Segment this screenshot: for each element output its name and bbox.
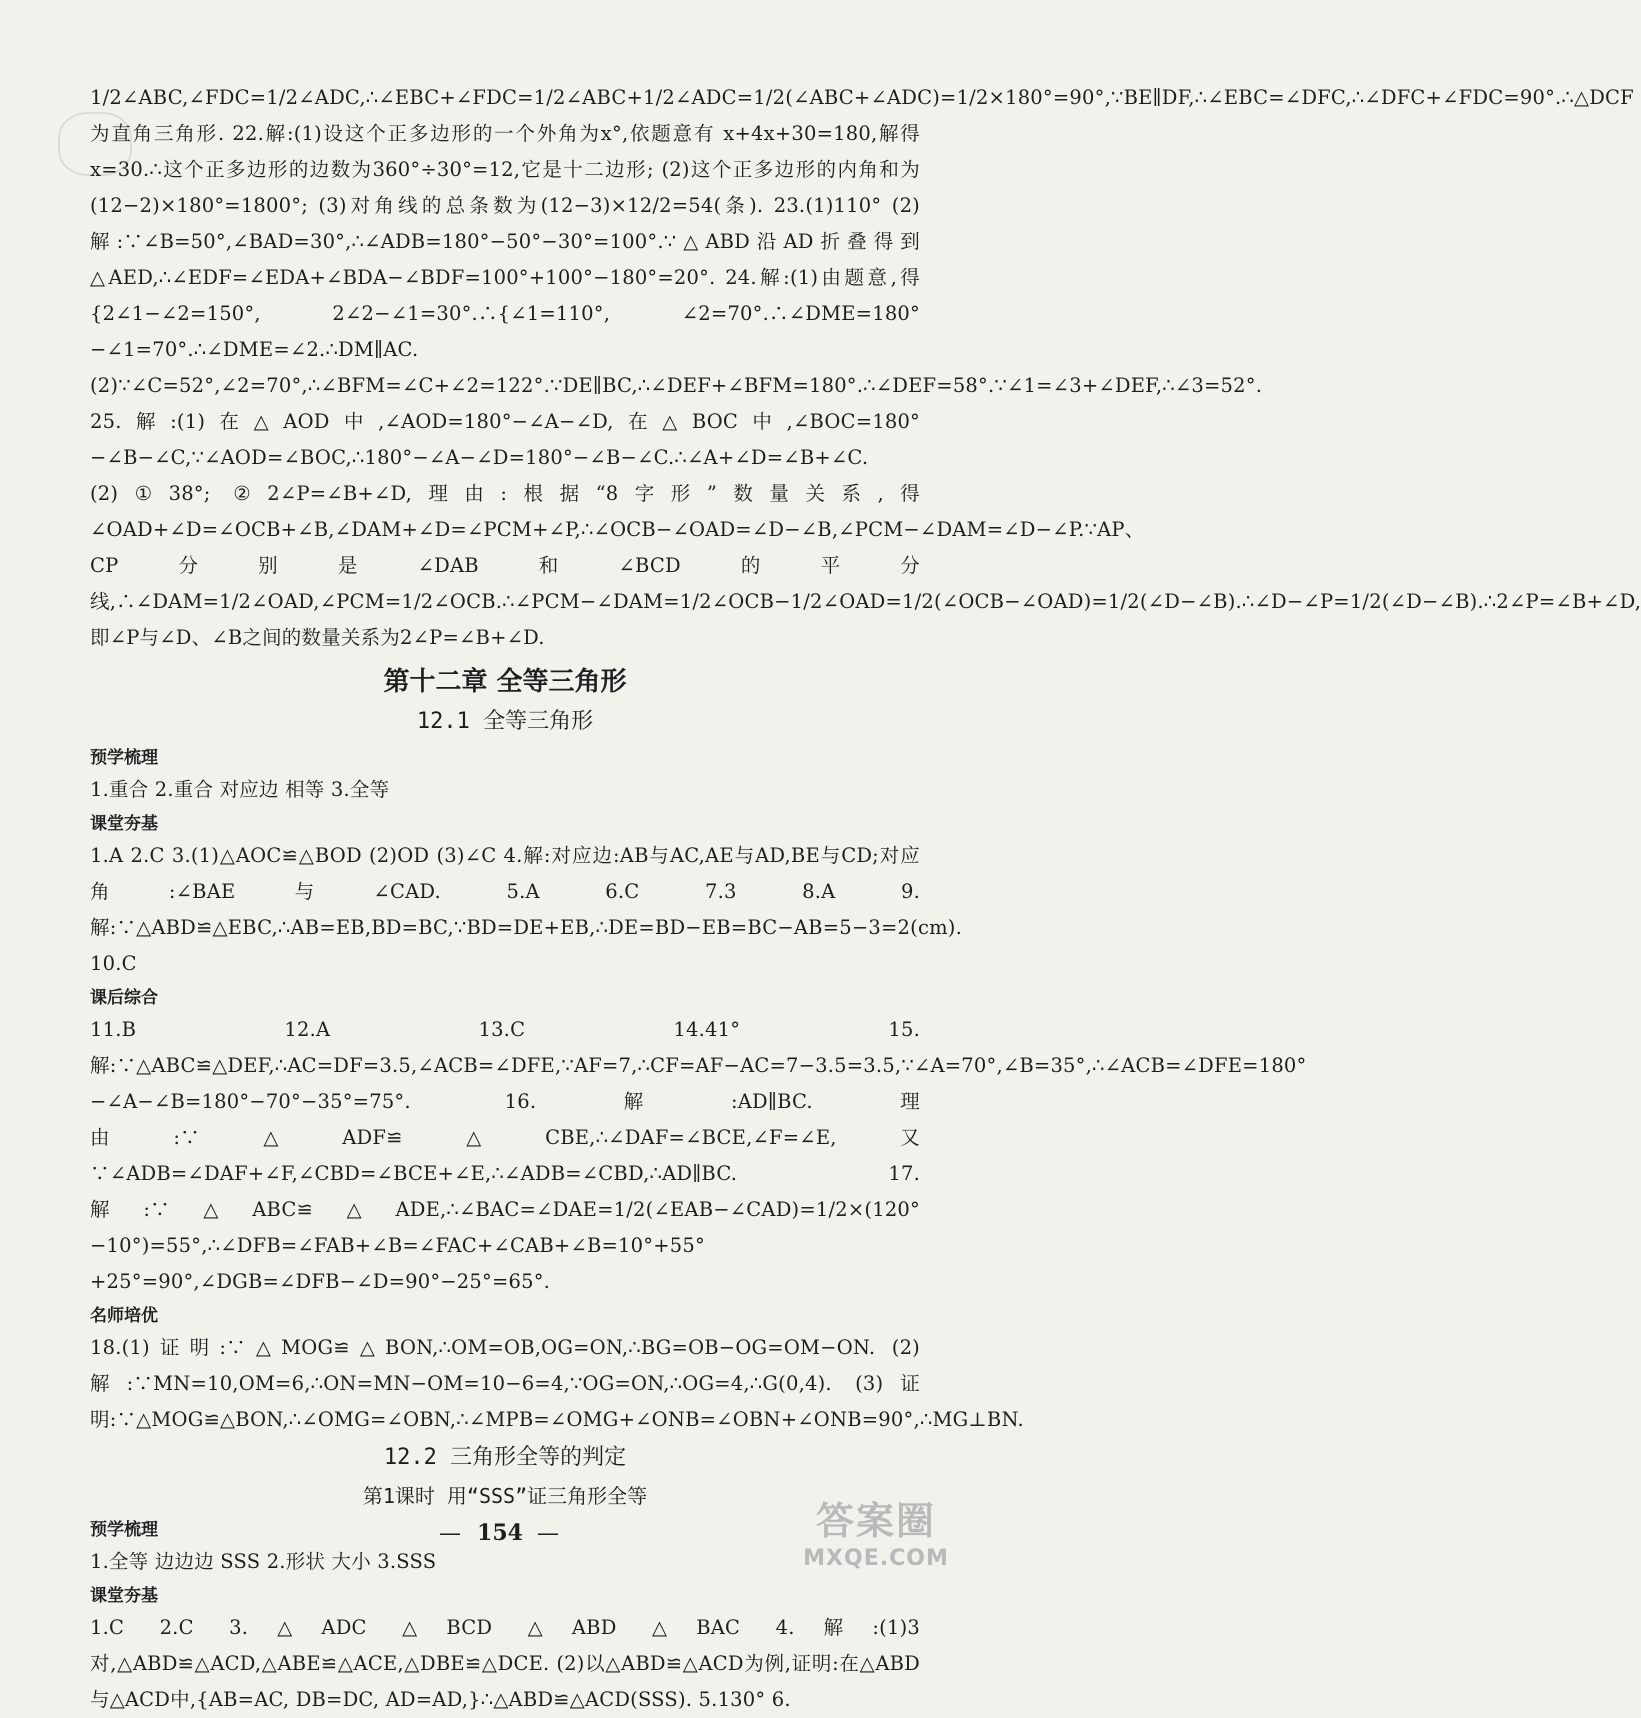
dash-left: — [439,1521,464,1546]
answer-paragraph: 1.A 2.C 3.(1)△AOC≌△BOD (2)OD (3)∠C 4.解:对应边:AB与AC,AE与AD,BE与CD;对应角:∠BAE与∠CAD. 5.A 6.C 7.3 8.A 9.解:∵△ABD≌△EBC,∴AB=EB,BD=BC,∵BD=DE+EB,∴DE=BD−EB=BC−AB=5−3=2(cm). 10.C [90,844,962,975]
dash-right: — [536,1521,561,1546]
answer-paragraph: 18.(1)证明:∵△MOG≌△BON,∴OM=OB,OG=ON,∴BG=OB−OG=OM−ON. (2)解:∵MN=10,OM=6,∴ON=MN−OM=10−6=4,∵OG=ON,∴OG=4,∴G(0,4). (3)证明:∵△MOG≌△BON,∴∠OMG=∠OBN,∴∠MPB=∠OMG+∠ONB=∠OBN+∠ONB=90°,∴MG⊥BN. [90,1336,1024,1431]
answer-paragraph: 1.重合 2.重合 对应边 相等 3.全等 [90,778,390,801]
subheading: 课堂夯基 [90,1586,158,1606]
answer-page [90,80,1641,1718]
section-title: 12.2 三角形全等的判定 [383,1445,627,1470]
page-number-value: 154 [477,1520,523,1546]
answer-paragraph: 1/2∠ABC,∠FDC=1/2∠ADC,∴∠EBC+∠FDC=1/2∠ABC+1/2∠ADC=1/2(∠ABC+∠ADC)=1/2×180°=90°,∵BE∥DF,∴∠EBC=∠DFC,∴∠DFC+∠FDC=90°.∴△DCF为直角三角形. 22.解:(1)设这个正多边形的一个外角为x°,依题意有 x+4x+30=180,解得 x=30.∴这个正多边形的边数为360°÷30°=12,它是十二边形; (2)这个正多边形的内角和为(12−2)×180°=1800°; (3)对角线的总条数为(12−3)×12/2=54(条). 23.(1)110° (2)解:∵∠B=50°,∠BAD=30°,∴∠ADB=180°−50°−30°=100°.∵△ABD沿AD折叠得到△AED,∴∠EDF=∠EDA+∠BDA−∠BDF=100°+100°−180°=20°. 24.解:(1)由题意,得{2∠1−∠2=150°, 2∠2−∠1=30°.∴{∠1=110°, ∠2=70°.∴∠DME=180°−∠1=70°.∴∠DME=∠2.∴DM∥AC. (2)∵∠C=52°,∠2=70°,∴∠BFM=∠C+∠2=122°.∵DE∥BC,∴∠DEF+∠BFM=180°.∴∠DEF=58°.∵∠1=∠3+∠DEF,∴∠3=52°. 25.解:(1)在△AOD中,∠AOD=180°−∠A−∠D,在△BOC中,∠BOC=180°−∠B−∠C,∵∠AOD=∠BOC,∴180°−∠A−∠D=180°−∠B−∠C.∴∠A+∠D=∠B+∠C. (2)①38°; ②2∠P=∠B+∠D,理由:根据“8字形”数量关系,得∠OAD+∠D=∠OCB+∠B,∠DAM+∠D=∠PCM+∠P,∴∠OCB−∠OAD=∠D−∠B,∠PCM−∠DAM=∠D−∠P.∵AP、CP分别是∠DAB和∠BCD的平分线,∴∠DAM=1/2∠OAD,∠PCM=1/2∠OCB.∴∠PCM−∠DAM=1/2∠OCB−1/2∠OAD=1/2(∠OCB−∠OAD)=1/2(∠D−∠B).∴∠D−∠P=1/2(∠D−∠B).∴2∠P=∠B+∠D,即∠P与∠D、∠B之间的数量关系为2∠P=∠B+∠D. [90,86,1641,649]
subheading: 课后综合 [90,988,158,1008]
watermark [776,1496,976,1586]
lesson-title: 第1课时 用“SSS”证三角形全等 [362,1484,648,1508]
subheading: 课堂夯基 [90,814,158,834]
answer-paragraph: 1.C 2.C 3.△ADC △BCD △ABD △BAC 4.解:(1)3对,△ABD≌△ACD,△ABE≌△ACE,△DBE≌△DCE. (2)以△ABD≌△ACD为例,证明:在△ABD与△ACD中,{AB=AC, DB=DC, AD=AD,}∴△ABD≌△ACD(SSS). 5.130° 6. [90,1616,920,1711]
answer-paragraph: 11.B 12.A 13.C 14.41° 15.解:∵△ABC≌△DEF,∴AC=DF=3.5,∠ACB=∠DFE,∵AF=7,∴CF=AF−AC=7−3.5=3.5,∵∠A=70°,∠B=35°,∴∠ACB=∠DFE=180°−∠A−∠B=180°−70°−35°=75°. 16.解:AD∥BC.理由:∵△ADF≌△CBE,∴∠DAF=∠BCE,∠F=∠E,又∵∠ADB=∠DAF+∠F,∠CBD=∠BCE+∠E,∴∠ADB=∠CBD,∴AD∥BC. 17.解:∵△ABC≌△ADE,∴∠BAC=∠DAE=1/2(∠EAB−∠CAD)=1/2×(120°−10°)=55°,∴∠DFB=∠FAB+∠B=∠FAC+∠CAB+∠B=10°+55°+25°=90°,∠DGB=∠DFB−∠D=90°−25°=65°. [90,1018,1307,1293]
subheading: 预学梳理 [90,1520,158,1540]
section-title: 12.1 全等三角形 [416,709,594,734]
chapter-title: 第十二章 全等三角形 [383,667,627,697]
subheading: 名师培优 [90,1306,158,1326]
watermark-url: MXQE.COM [803,1546,949,1571]
watermark-logo: 答案圈 [815,1499,936,1543]
answer-paragraph: 1.全等 边边边 SSS 2.形状 大小 3.SSS [90,1550,437,1573]
subheading: 预学梳理 [90,748,158,768]
